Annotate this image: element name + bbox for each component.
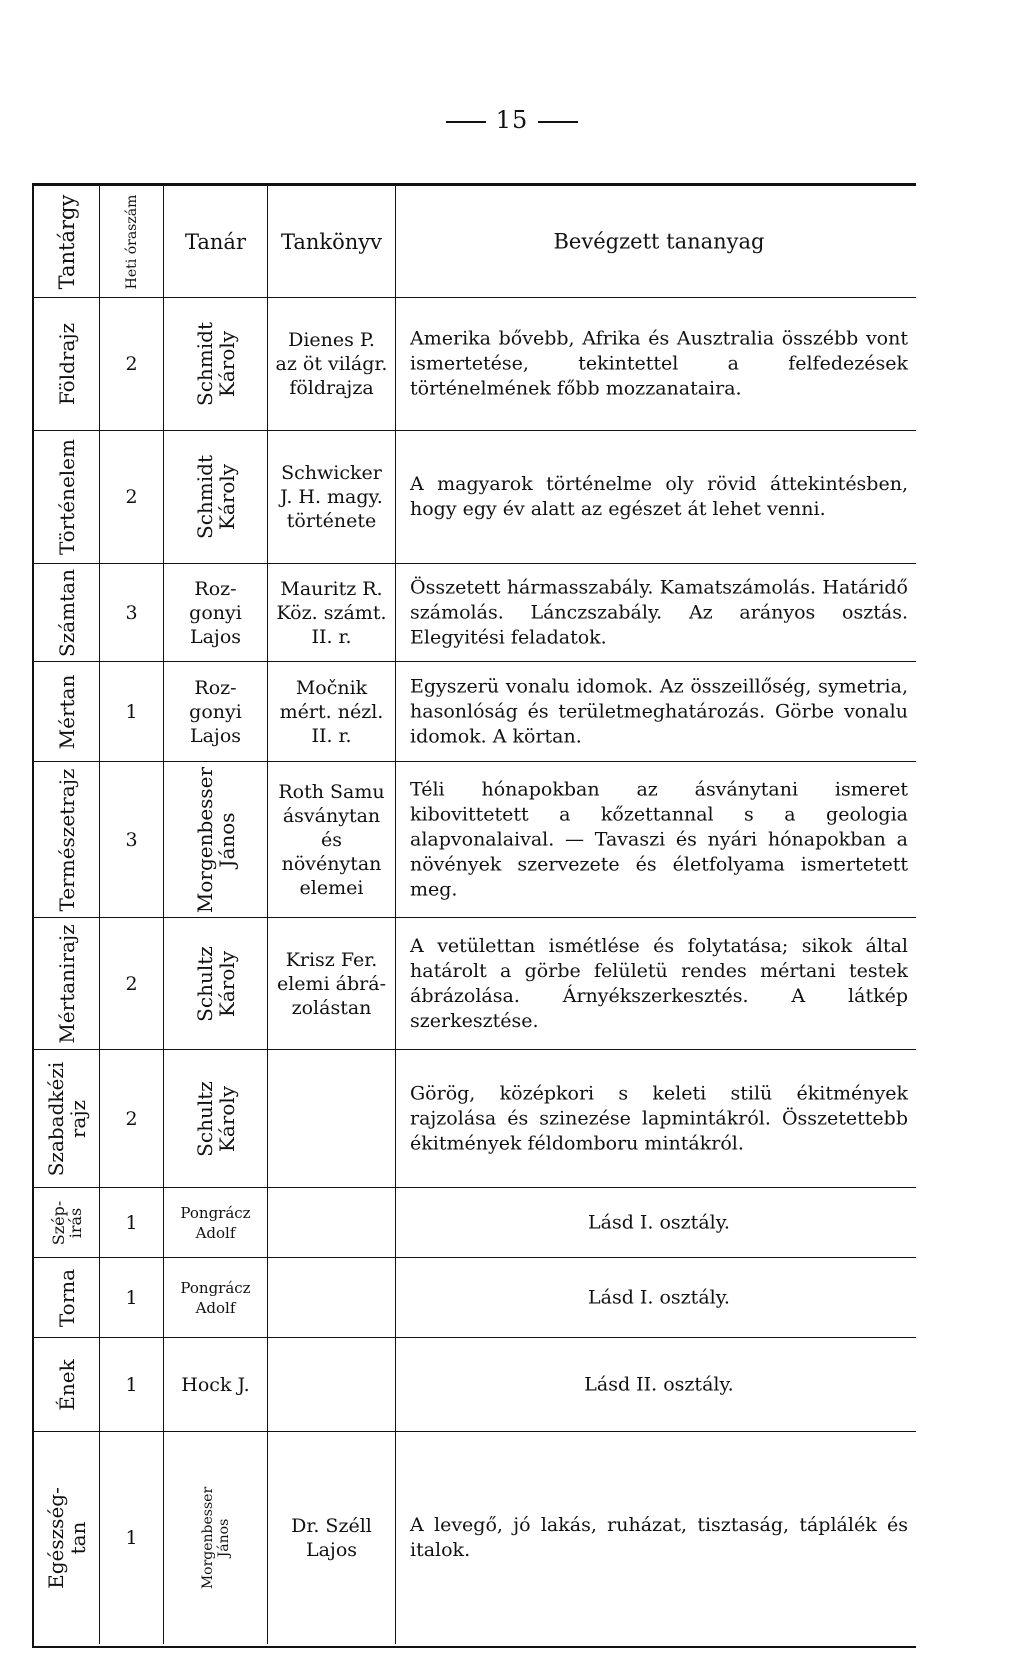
hours: 3 [125,601,138,624]
hours: 1 [125,1527,138,1549]
completed-material: Lásd I. osztály. [588,1211,730,1233]
textbook: Mauritz R. Köz. számt. II. r. [276,577,387,648]
subject: Ének [54,1358,79,1411]
header-book-cell [268,186,396,297]
completed-material: A magyarok történelme oly rövid áttekintésben, hogy egy év alatt az egészet át lehet venni. [410,473,908,520]
hours: 2 [125,353,138,375]
teacher: Hock J. [181,1373,250,1396]
teacher: Roz- gonyi Lajos [189,676,242,747]
subject: Mértanirajz [54,923,79,1044]
header-hours-cell [100,186,164,297]
teacher: Roz- gonyi Lajos [189,577,242,648]
subject: Mértan [54,674,79,749]
subject: Egészség- tan [43,1487,90,1589]
header-subject-cell [34,186,100,297]
completed-material: Összetett hármasszabály. Kamatszámolás. Határidő számolás. Lánczszabály. Az arányos osztás. Elegyitési feladatok. [410,576,908,648]
table-row [34,918,916,1050]
completed-material: Téli hónapokban az ásványtani ismeret kibovittetett a kőzettannal s a geologia alapvonalaival. — Tavaszi és nyári hónapokban a növények szervezete és életfolyama ismertetett meg. [410,778,908,900]
completed-material: Lásd I. osztály. [588,1286,730,1308]
teacher: Pongrácz Adolf [180,1278,251,1317]
table-row [34,431,916,564]
header-teacher: Tanár [185,229,246,254]
header-content-cell [396,186,916,297]
hours: 1 [125,1373,138,1396]
subject: Számtan [54,568,79,657]
completed-material: Egyszerü vonalu idomok. Az összeillőség, symetria, hasonlóság és területmeghatározás. Görbe vonalu idomok. A körtan. [410,675,908,747]
textbook: Dienes P. az öt világr. földrajza [275,329,388,399]
table-row [34,298,916,431]
teacher: Schmidt Károly [192,322,239,406]
subject: Szép- irás [48,1200,85,1245]
subject: Szabadkézi rajz [43,1061,90,1176]
teacher: Schultz Károly [192,1080,239,1157]
header-content: Bevégzett tananyag [553,229,765,253]
subject: Természetrajz [54,768,79,911]
completed-material: A levegő, jó lakás, ruházat, tisztaság, táplálék és italok. [410,1514,908,1561]
table-row [34,564,916,662]
table-header-row [34,186,916,298]
textbook: Dr. Széll Lajos [291,1515,372,1561]
completed-material: Amerika bővebb, Afrika és Ausztralia összébb vont ismertetése, tekintettel a felfedezések történelmének főbb mozzanataira. [410,327,908,400]
teacher: Morgenbesser János [199,1486,232,1590]
curriculum-table [32,183,916,1648]
teacher: Schmidt Károly [192,455,239,539]
textbook: Schwicker J. H. magy. története [280,462,383,532]
textbook: Krisz Fer. elemi ábrá- zolástan [276,948,387,1019]
table-row [34,1432,916,1644]
table-row [34,762,916,918]
teacher: Pongrácz Adolf [180,1203,251,1242]
completed-material: Lásd II. osztály. [584,1373,734,1395]
hours: 1 [125,1211,138,1234]
textbook: Močnik mért. nézl. II. r. [279,676,384,747]
completed-material: Görög, középkori s keleti stilü ékitmények rajzolása és szinezése lapmintákról. Összetettebb ékitmények féldomboru mintákról. [410,1082,908,1154]
teacher: Schultz Károly [192,945,239,1022]
hours: 2 [125,486,138,508]
table-row [34,1050,916,1188]
dash-right [538,121,578,123]
textbook: Roth Samu ásványtan és növénytan elemei [278,780,385,899]
subject: Torna [54,1268,79,1327]
header-book: Tankönyv [280,229,383,254]
hours: 3 [125,828,138,851]
table-row [34,662,916,762]
table-row [34,1338,916,1432]
hours: 1 [125,700,138,723]
subject: Földrajz [54,322,79,406]
header-teacher-cell [164,186,268,297]
header-subject: Tantárgy [54,194,79,289]
dash-left [446,121,486,123]
subject: Történelem [54,439,79,555]
completed-material: A vetülettan ismétlése és folytatása; sikok által határolt a görbe felületü rendes mértani testek ábrázolása. Árnyékszerkesztés. A látkép szerkesztése. [410,934,908,1032]
teacher: Morgenbesser János [192,766,239,913]
table-row [34,1258,916,1338]
hours: 1 [125,1286,138,1309]
table-row [34,1188,916,1258]
page-number [0,106,1024,134]
page-number-text: 15 [495,106,529,134]
hours: 2 [125,1107,138,1130]
header-hours: Heti óraszám [123,194,140,289]
hours: 2 [125,972,138,995]
